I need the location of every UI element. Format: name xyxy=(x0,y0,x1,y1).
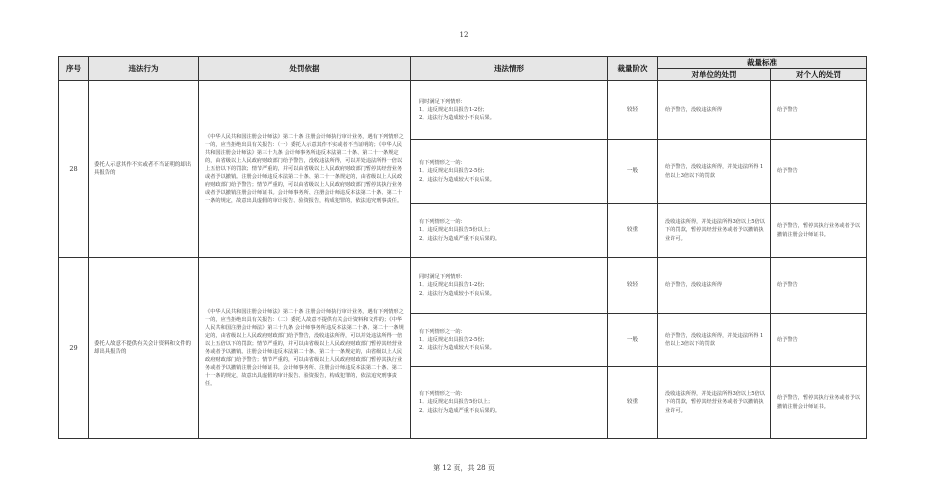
header-row-1 xyxy=(59,57,867,69)
situation-line: 2．违法行为造成较小不良后果。 xyxy=(419,290,495,297)
header-situation: 违法情形 xyxy=(411,57,608,81)
situation-line: 有下列情形之一的： xyxy=(419,219,466,226)
table-row xyxy=(59,81,867,140)
row-level: 一般 xyxy=(608,140,658,204)
row-situation xyxy=(411,204,608,258)
row-basis: 《中华人民共和国注册会计师法》第二十条 注册会计师执行审计业务，遇有下列情形之一的，应当拒绝出具有关报告：（一）委托人示意其作不实或者不当证明的；《中华人民共和国注册会计师法》第三十九条 会计师事务所违反本法第二十条、第二十一条规定的，由省级以上人民政府财政部门给予警告，没收违法所得，可以并处违法所得一倍以上五倍以下的罚款；情节严重的，并可以由省级以上人民政府财政部门暂停其经营业务或者予以撤销。注册会计师违反本法第二十条、第二十一条规定的，由省级以上人民政府财政部门给予警告；情节严重的，可以由省级以上人民政府财政部门暂停其执行业务或者予以撤销注册会计师证书。会计师事务所、注册会计师违反本法第二十条、第二十一条的规定，故意出具虚假的审计报告、验资报告，构成犯罪的，依法追究刑事责任。 xyxy=(199,81,411,258)
situation-line: 1．违反规定出具报告1-2份； xyxy=(419,282,488,289)
situation-line: 有下列情形之一的： xyxy=(419,160,466,167)
discretion-table xyxy=(58,56,867,439)
situation-line: 2．违法行为造成严重不良后果的。 xyxy=(419,407,501,414)
row-situation xyxy=(411,367,608,439)
situation-line: 1．违反规定出具报告2-5份； xyxy=(419,336,488,343)
row-person-penalty: 给予警告 xyxy=(771,314,867,367)
row-level: 一般 xyxy=(608,314,658,367)
situation-line: 1．违反规定出具报告5份以上； xyxy=(419,227,494,234)
situation-line: 有下列情形之一的： xyxy=(419,328,466,335)
row-situation xyxy=(411,140,608,204)
row-unit-penalty: 给予警告，没收违法所得，并处违法所得 1倍以上3倍以下的罚款 xyxy=(658,140,771,204)
row-person-penalty: 给予警告，暂停其执行业务或者予以撤销注册会计师证书。 xyxy=(771,204,867,258)
header-standard: 裁量标准 xyxy=(658,57,867,69)
table-row xyxy=(59,258,867,314)
situation-line: 2．违法行为造成较小不良后果。 xyxy=(419,115,495,122)
row-person-penalty: 给予警告 xyxy=(771,81,867,140)
page-footer: 第 12 页，共 28 页 xyxy=(433,464,495,472)
situation-line: 1．违反规定出具报告5份以上； xyxy=(419,399,494,406)
row-level: 较轻 xyxy=(608,81,658,140)
header-seq: 序号 xyxy=(59,57,89,81)
situation-line: 2．违法行为造成较大不良后果。 xyxy=(419,345,495,352)
situation-line: 1．违反规定出具报告1-2份； xyxy=(419,106,488,113)
row-person-penalty: 给予警告，暂停其执行业务或者予以撤销注册会计师证书。 xyxy=(771,367,867,439)
situation-line: 同时满足下列情形： xyxy=(419,98,466,105)
row-level: 较轻 xyxy=(608,258,658,314)
situation-line: 同时满足下列情形： xyxy=(419,274,466,281)
row-situation xyxy=(411,314,608,367)
row-unit-penalty: 给予警告，没收违法所得 xyxy=(658,81,771,140)
row-level: 较重 xyxy=(608,367,658,439)
header-basis: 处罚依据 xyxy=(199,57,411,81)
row-unit-penalty: 给予警告，没收违法所得 xyxy=(658,258,771,314)
situation-line: 有下列情形之一的： xyxy=(419,391,466,398)
row-seq: 28 xyxy=(59,81,89,258)
row-person-penalty: 给予警告 xyxy=(771,258,867,314)
row-act: 委托人故意不提供有关会计资料和文件的却出具报告的 xyxy=(89,258,199,439)
situation-line: 2．违法行为造成严重不良后果的。 xyxy=(419,235,501,242)
row-basis: 《中华人民共和国注册会计师法》第二十条 注册会计师执行审计业务，遇有下列情形之一的，应当拒绝出具有关报告：（二）委托人故意不提供有关会计资料和文件的；《中华人民共和国注册会计师法》第三十九条 会计师事务所违反本法第二十条、第二十一条规定的，由省级以上人民政府财政部门给予警告，没收违法所得，可以并处违法所得一倍以上五倍以下的罚款；情节严重的，并可以由省级以上人民政府财政部门暂停其经营业务或者予以撤销。注册会计师违反本法第二十条、第二十一条规定的，由省级以上人民政府财政部门给予警告；情节严重的，可以由省级以上人民政府财政部门暂停其执行业务或者予以撤销注册会计师证书。会计师事务所、注册会计师违反本法第二十条、第二十一条的规定，故意出具虚假的审计报告、验资报告，构成犯罪的，依法追究刑事责任。 xyxy=(199,258,411,439)
row-seq: 29 xyxy=(59,258,89,439)
situation-line: 2．违法行为造成较大不良后果。 xyxy=(419,176,495,183)
row-unit-penalty: 没收违法所得，并处违法所得3倍以上5倍以下的罚款，暂停其经营业务或者予以撤销执业许可。 xyxy=(658,367,771,439)
row-act: 委托人示意其作不实或者不当证明的却出具报告的 xyxy=(89,81,199,258)
header-level: 裁量阶次 xyxy=(608,57,658,81)
page-number-top: 12 xyxy=(459,31,469,39)
row-situation xyxy=(411,258,608,314)
row-unit-penalty: 给予警告，没收违法所得，并处违法所得 1倍以上3倍以下的罚款 xyxy=(658,314,771,367)
header-act: 违法行为 xyxy=(89,57,199,81)
header-person: 对个人的处罚 xyxy=(771,69,867,81)
situation-line: 1．违反规定出具报告2-5份； xyxy=(419,168,488,175)
header-unit: 对单位的处罚 xyxy=(658,69,771,81)
row-situation xyxy=(411,81,608,140)
row-person-penalty: 给予警告 xyxy=(771,140,867,204)
row-unit-penalty: 没收违法所得，并处违法所得3倍以上5倍以下的罚款，暂停其经营业务或者予以撤销执业许可。 xyxy=(658,204,771,258)
row-level: 较重 xyxy=(608,204,658,258)
